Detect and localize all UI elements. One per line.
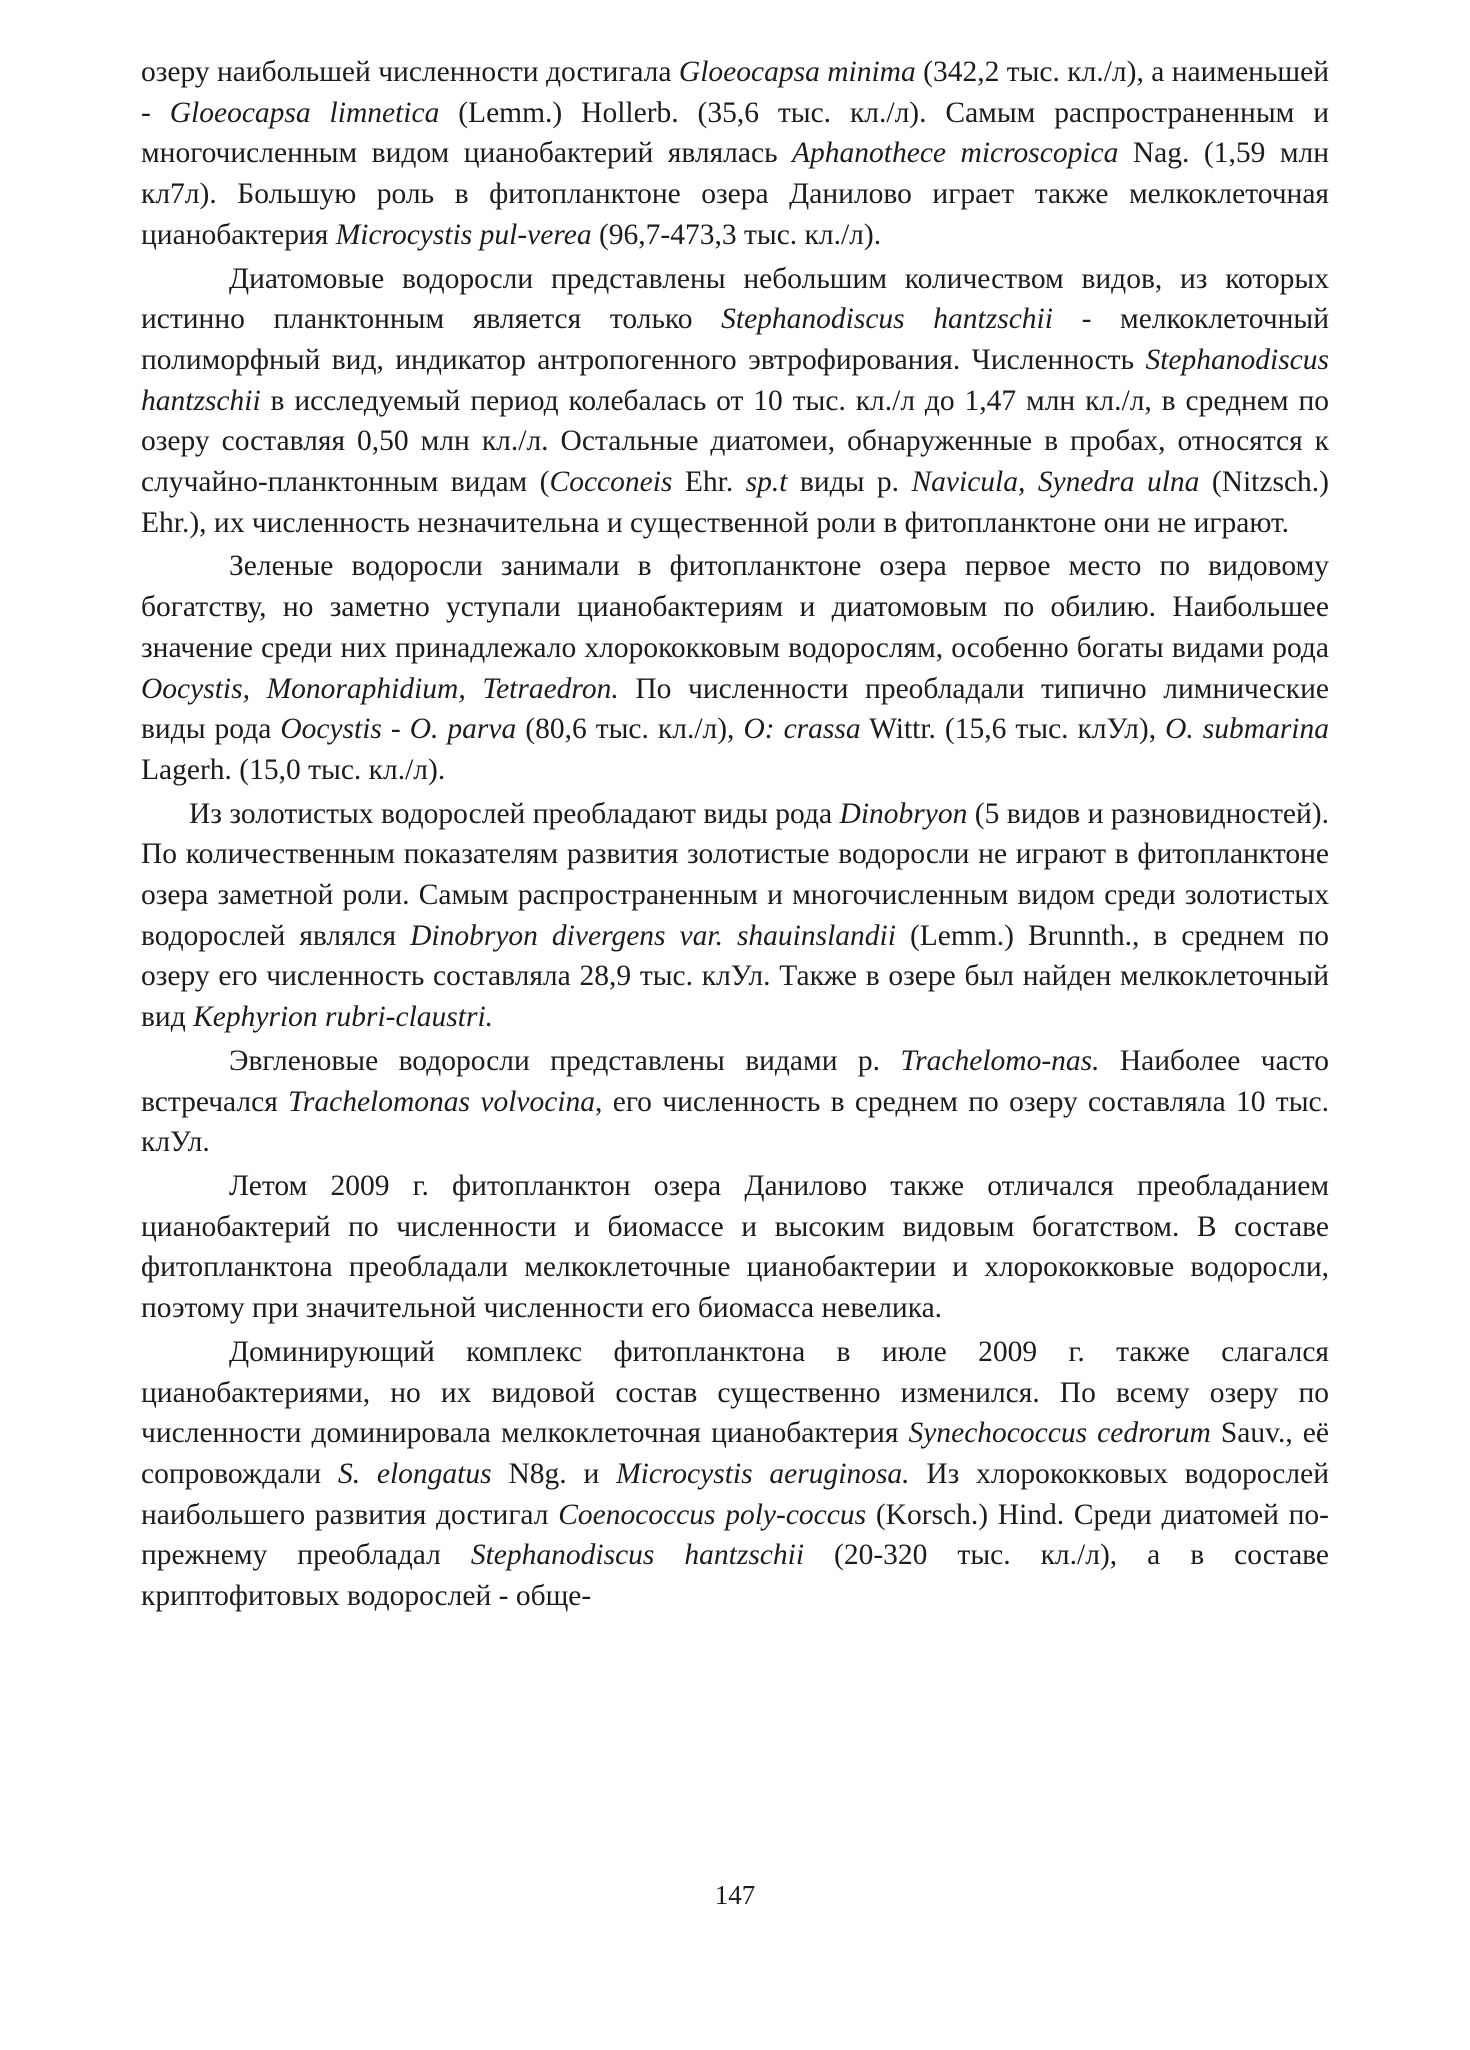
italic-text: Stephanodiscus hantzschii	[141, 343, 1329, 417]
text-run: Sauv., её сопровождали	[141, 1417, 1329, 1490]
italic-text: Dinobryon divergens var. shauinslandii	[410, 919, 896, 952]
paragraph	[141, 794, 1329, 1038]
text-run: Lagerh. (15,0 тыс. кл./л).	[141, 753, 446, 786]
italic-text: Microcystis pul-verea	[335, 218, 592, 251]
italic-text: Gloeocapsa minima	[678, 56, 916, 88]
italic-text: Oocystis, Monoraphidium, Tetraedron.	[141, 672, 619, 705]
text-run: Летом 2009 г. фитопланктон озера Данилово также отличался преобладанием цианобактерий по численности и биомассе и высоким видовым богатством. В составе фитопланктона преобладали мелкоклеточные цианобактерии и хлорококковые водоросли, поэтому при значительной численности его биомасса невелика.	[141, 1169, 1329, 1325]
text-run: Диатомовые водоросли представлены небольшим количеством видов, из которых истинно планктонным является только	[141, 262, 1329, 336]
italic-text: Gloeocapsa limnetica	[169, 96, 440, 129]
text-run: (Nitzsch.) Ehr.), их численность незначительна и существенной роли в фитопланктоне они не играют.	[141, 466, 1329, 539]
paragraph	[141, 259, 1329, 544]
italic-text: Navicula, Synedra ulna	[911, 466, 1200, 499]
page-number: 147	[714, 1880, 756, 1910]
text-run: По численности преобладали типично лимнические виды рода	[141, 672, 1330, 746]
text-run: Из хлорококковых водорослей наибольшего развития достигал	[141, 1457, 1330, 1531]
text-run: (20-320 тыс. кл./л), а в составе криптофитовых водорослей - обще-	[141, 1539, 1330, 1613]
text-run: (5 видов и разновидностей). По количественным показателям развития золотистые водоросли не играют в фитопланктоне озера заметной роли. Самым распространенным и многочисленным видом среди золотистых водорослей являлся	[141, 797, 1329, 952]
text-run: (Korsch.) Hind. Среди диатомей по-прежнему преобладал	[141, 1498, 1329, 1572]
text-run: (Lemm.) Hollerb. (35,6 тыс. кл./л). Самым распространенным и многочисленным видом цианобактерий являлась	[141, 96, 1329, 170]
text-run: - мелкоклеточный полиморфный вид, индикатор антропогенного эвтрофирования. Численность	[141, 303, 1329, 376]
text-run: озеру наибольшей численности достигала	[141, 56, 679, 88]
body-text	[141, 52, 1329, 1620]
paragraph	[141, 52, 1329, 256]
text-run: (342,2 тыс. кл./л), а наименьшей -	[141, 56, 1329, 129]
italic-text: S. elongatus	[337, 1457, 492, 1490]
text-run: N8g. и	[491, 1457, 617, 1490]
text-run: Наиболее часто встречался	[141, 1044, 1329, 1118]
italic-text: Coenococcus poly-coccus	[558, 1498, 867, 1531]
italic-text: Stephanodiscus hantzschii	[721, 303, 1053, 336]
italic-text: O. submarina	[1165, 713, 1330, 746]
paragraph	[141, 1166, 1329, 1329]
italic-text: Trachelomo-nas.	[900, 1044, 1100, 1077]
text-run: в исследуемый период колебалась от 10 тыс. кл./л до 1,47 млн кл./л, в среднем по озеру составляя 0,50 млн кл./л. Остальные диатомеи, обнаруженные в пробах, относятся к случайно-планктонным видам (	[141, 384, 1329, 499]
text-run: Зеленые водоросли занимали в фитопланктоне озера первое место по видовому богатству, но заметно уступали цианобактериям и диатомовым по обилию. Наибольшее значение среди них принадлежало хлорококковым водорослям, особенно богаты видами рода	[141, 550, 1329, 664]
italic-text: Kephyrion rubri-claustri.	[193, 1001, 494, 1034]
text-run: Nag. (1,59 млн кл7л). Большую роль в фитопланктоне озера Данилово играет также мелкоклеточная цианобактерия	[141, 137, 1329, 251]
italic-text: sp.t	[745, 466, 788, 499]
italic-text: Synechococcus cedrorum	[908, 1417, 1211, 1450]
text-run: Из золотистых водорослей преобладают виды рода	[189, 797, 840, 830]
italic-text: Cocconeis	[549, 466, 673, 499]
paragraph	[141, 546, 1329, 790]
italic-text: Dinobryon	[839, 797, 968, 830]
italic-text: Microcystis aeruginosa.	[616, 1457, 910, 1490]
paragraph	[141, 1332, 1329, 1617]
text-run: , его численность в среднем по озеру составляла 10 тыс. клУл.	[141, 1085, 1329, 1159]
italic-text: O: crassa	[743, 713, 861, 746]
italic-text: Trachelomonas volvocina	[288, 1085, 596, 1118]
text-run: Ehr.	[672, 466, 746, 499]
italic-text: Oocystis - O. parva	[280, 713, 517, 746]
text-run: Wittr. (15,6 тыс. клУл),	[860, 713, 1166, 746]
text-run: (80,6 тыс. кл./л),	[516, 713, 744, 746]
text-run: виды р.	[787, 466, 912, 499]
italic-text: Aphanothece microscopica	[792, 137, 1119, 170]
text-run: (96,7-473,3 тыс. кл./л).	[591, 218, 882, 251]
text-run: Эвгленовые водоросли представлены видами р.	[229, 1044, 901, 1077]
paragraph	[141, 1041, 1329, 1163]
text-run: Доминирующий комплекс фитопланктона в июле 2009 г. также слагался цианобактериями, но их видовой состав существенно изменился. По всему озеру по численности доминировала мелкоклеточная цианобактерия	[141, 1335, 1329, 1450]
italic-text: Stephanodiscus hantzschii	[470, 1539, 805, 1572]
text-run: (Lemm.) Brunnth., в среднем по озеру его численность составляла 28,9 тыс. клУл. Также в озере был найден мелкоклеточный вид	[141, 919, 1329, 1034]
